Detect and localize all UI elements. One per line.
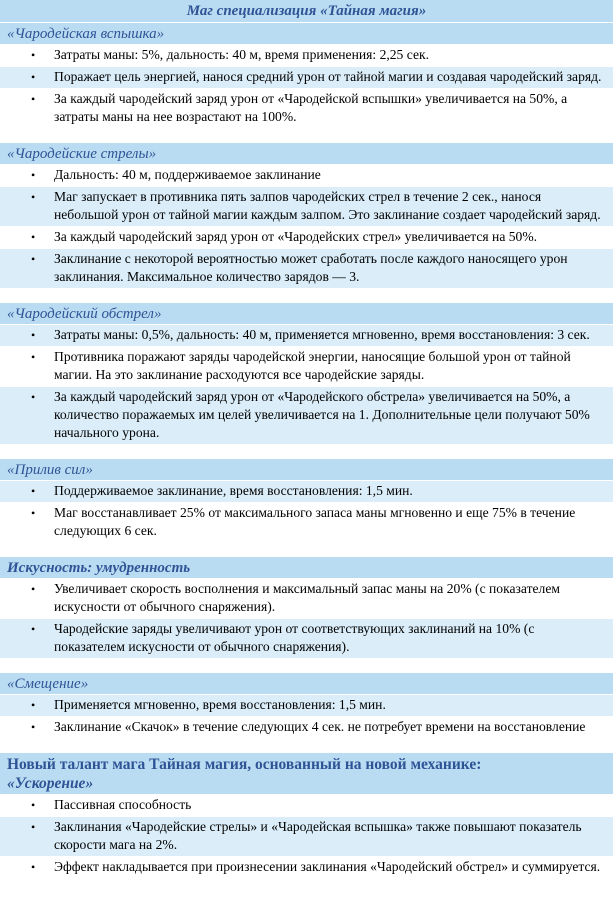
section-arcane-blast	[0, 23, 613, 143]
section-heading: «Смещение»	[0, 673, 613, 694]
list-item-text: Пассивная способность	[54, 797, 192, 812]
bullet-icon: •	[31, 70, 36, 84]
list-item	[0, 480, 613, 502]
list-item-text: Затраты маны: 0,5%, дальность: 40 м, применяется мгновенно, время восстановления: 3 сек.	[54, 327, 590, 342]
bullet-icon: •	[31, 506, 36, 520]
section-heading: «Чародейские стрелы»	[0, 143, 613, 164]
bullet-icon: •	[31, 252, 36, 266]
list-item-text: Дальность: 40 м, поддерживаемое заклинание	[54, 167, 321, 182]
list-item	[0, 816, 613, 856]
spacer	[0, 738, 613, 753]
list-item-text: За каждый чародейский заряд урон от «Чародейского обстрела» увеличивается на 50%, а количество поражаемых им целей увеличивается на 1. Дополнительные цели получают 50% начального урона.	[54, 389, 590, 440]
section-evocation	[0, 459, 613, 557]
bullet-icon: •	[31, 350, 36, 364]
page-title: Маг специализация «Тайная магия»	[0, 0, 613, 23]
section-heading-line2: «Ускорение»	[7, 775, 94, 792]
list-item-text: За каждый чародейский заряд урон от «Чародейских стрел» увеличивается на 50%.	[54, 229, 538, 244]
list-item	[0, 386, 613, 444]
bullet-icon: •	[31, 622, 36, 636]
list-item-text: Затраты маны: 5%, дальность: 40 м, время применения: 2,25 сек.	[54, 47, 429, 62]
list-item-text: Чародейские заряды увеличивают урон от соответствующих заклинаний на 10% (с показателем искусности от обычного снаряжения).	[54, 621, 535, 654]
list-item	[0, 502, 613, 542]
bullet-icon: •	[31, 48, 36, 62]
section-new-talent	[0, 753, 613, 878]
bullet-icon: •	[31, 168, 36, 182]
list-item	[0, 226, 613, 248]
list-item	[0, 186, 613, 226]
list-item-text: Поражает цель энергией, нанося средний урон от тайной магии и создавая чародейский заряд.	[54, 69, 602, 84]
spacer	[0, 288, 613, 303]
list-item-text: Противника поражают заряды чародейской энергии, наносящие большой урон от тайной магии. На это заклинание расходуются все чародейские заряды.	[54, 349, 571, 382]
list-item	[0, 618, 613, 658]
bullet-icon: •	[31, 860, 36, 874]
list-item-text: Поддерживаемое заклинание, время восстановления: 1,5 мин.	[54, 483, 413, 498]
list-item	[0, 88, 613, 128]
list-item	[0, 578, 613, 618]
list-item	[0, 856, 613, 878]
list-item	[0, 794, 613, 816]
bullet-icon: •	[31, 720, 36, 734]
list-item	[0, 694, 613, 716]
section-displacement	[0, 673, 613, 753]
list-item-text: Заклинания «Чародейские стрелы» и «Чародейская вспышка» также повышают показатель скорости мага на 2%.	[54, 819, 582, 852]
bullet-icon: •	[31, 484, 36, 498]
section-arcane-barrage	[0, 303, 613, 459]
list-item-text: Эффект накладывается при произнесении заклинания «Чародейский обстрел» и суммируется.	[54, 859, 601, 874]
section-heading	[0, 753, 613, 794]
list-item	[0, 44, 613, 66]
section-mastery	[0, 557, 613, 673]
section-heading: Искусность: умудренность	[0, 557, 613, 578]
spacer	[0, 542, 613, 557]
bullet-icon: •	[31, 698, 36, 712]
list-item	[0, 164, 613, 186]
section-heading: «Чародейский обстрел»	[0, 303, 613, 324]
list-item	[0, 248, 613, 288]
bullet-icon: •	[31, 820, 36, 834]
list-item-text: Маг запускает в противника пять залпов чародейских стрел в течение 2 сек., нанося небольшой урон от тайной магии каждым залпом. Это заклинание создает чародейский заряд.	[54, 189, 601, 222]
spacer	[0, 444, 613, 459]
bullet-icon: •	[31, 190, 36, 204]
section-heading: «Прилив сил»	[0, 459, 613, 480]
bullet-icon: •	[31, 92, 36, 106]
bullet-icon: •	[31, 230, 36, 244]
bullet-icon: •	[31, 390, 36, 404]
list-item-text: Увеличивает скорость восполнения и максимальный запас маны на 20% (с показателем искусности от обычного снаряжения).	[54, 581, 560, 614]
list-item-text: За каждый чародейский заряд урон от «Чародейской вспышки» увеличивается на 50%, а затраты маны на нее возрастают на 100%.	[54, 91, 568, 124]
list-item	[0, 66, 613, 88]
list-item-text: Применяется мгновенно, время восстановления: 1,5 мин.	[54, 697, 386, 712]
list-item	[0, 716, 613, 738]
list-item-text: Заклинание с некоторой вероятностью может сработать после каждого наносящего урон заклинания. Максимальное количество зарядов — 3.	[54, 251, 568, 284]
list-item	[0, 346, 613, 386]
spacer	[0, 658, 613, 673]
bullet-icon: •	[31, 582, 36, 596]
section-heading-line1: Новый талант мага Тайная магия, основанный на новой механике:	[7, 756, 482, 773]
section-arcane-missiles	[0, 143, 613, 303]
list-item	[0, 324, 613, 346]
section-heading: «Чародейская вспышка»	[0, 23, 613, 44]
spacer	[0, 128, 613, 143]
bullet-icon: •	[31, 328, 36, 342]
bullet-icon: •	[31, 798, 36, 812]
list-item-text: Заклинание «Скачок» в течение следующих 4 сек. не потребует времени на восстановление	[54, 719, 586, 734]
list-item-text: Маг восстанавливает 25% от максимального запаса маны мгновенно и еще 75% в течение следующих 6 сек.	[54, 505, 576, 538]
